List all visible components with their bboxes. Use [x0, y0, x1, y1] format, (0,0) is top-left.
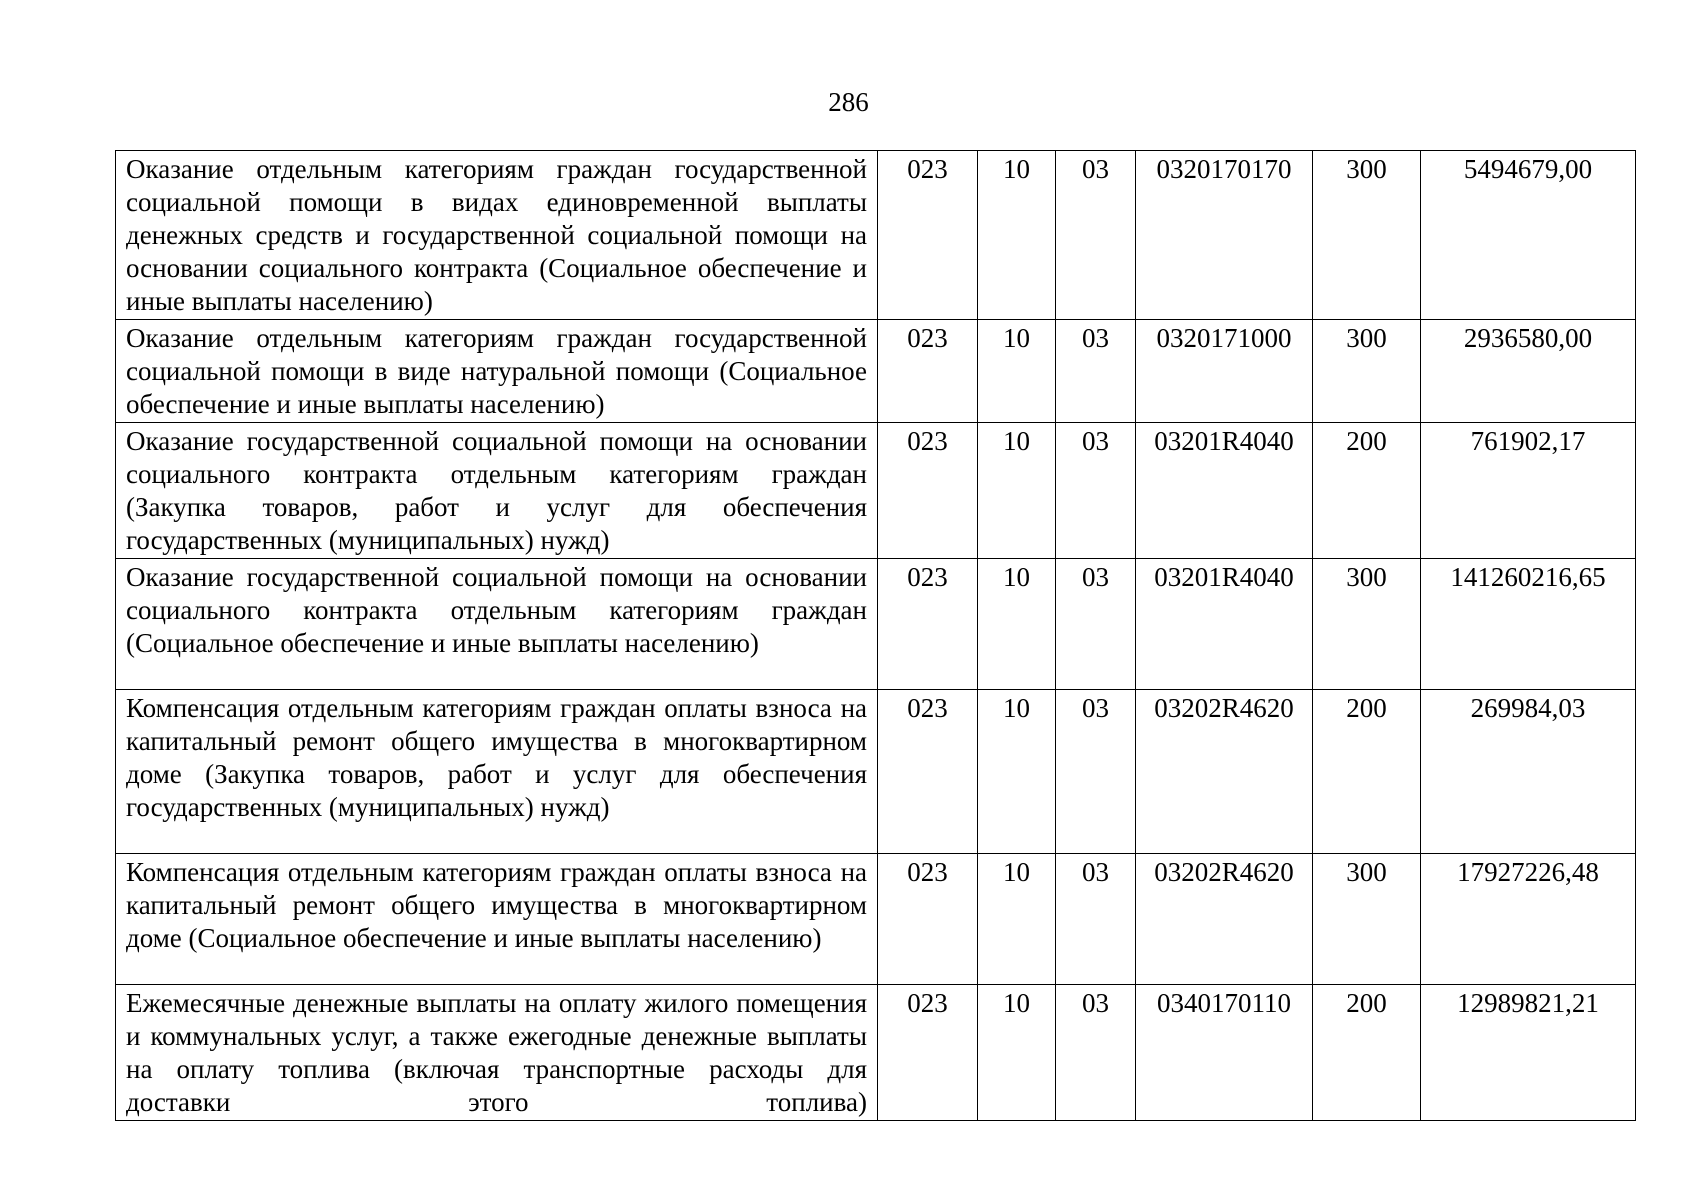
row-subsection-code: 03 [1056, 985, 1136, 1121]
row-subsection-code: 03 [1056, 559, 1136, 690]
row-section-code: 10 [978, 151, 1056, 320]
table-row [116, 151, 1636, 320]
row-expense-type-code: 300 [1313, 320, 1421, 423]
row-description: Оказание отдельным категориям граждан государственной социальной помощи в видах единовременной выплаты денежных средств и государственной социальной помощи на основании социального контракта (Социальное обеспечение и иные выплаты населению) [116, 151, 878, 320]
row-amount: 5494679,00 [1421, 151, 1636, 320]
row-grbs-code: 023 [878, 151, 978, 320]
row-target-article-code: 03202R4620 [1136, 690, 1313, 854]
row-subsection-code: 03 [1056, 690, 1136, 854]
row-expense-type-code: 200 [1313, 690, 1421, 854]
row-grbs-code: 023 [878, 423, 978, 559]
row-grbs-code: 023 [878, 690, 978, 854]
row-subsection-code: 03 [1056, 423, 1136, 559]
table-row [116, 985, 1636, 1121]
row-subsection-code: 03 [1056, 320, 1136, 423]
page-number: 286 [828, 87, 869, 117]
table-row [116, 690, 1636, 854]
row-subsection-code: 03 [1056, 151, 1136, 320]
row-grbs-code: 023 [878, 985, 978, 1121]
row-amount: 12989821,21 [1421, 985, 1636, 1121]
row-description: Ежемесячные денежные выплаты на оплату жилого помещения и коммунальных услуг, а также ежегодные денежные выплаты на оплату топлива (включая транспортные расходы для доставки этого топлива) [116, 985, 878, 1121]
row-section-code: 10 [978, 690, 1056, 854]
row-section-code: 10 [978, 985, 1056, 1121]
table-row [116, 559, 1636, 690]
row-description: Оказание государственной социальной помощи на основании социального контракта отдельным категориям граждан (Закупка товаров, работ и услуг для обеспечения государственных (муниципальных) нужд) [116, 423, 878, 559]
row-description: Оказание государственной социальной помощи на основании социального контракта отдельным категориям граждан (Социальное обеспечение и иные выплаты населению) [116, 559, 878, 690]
budget-table [115, 150, 1636, 1121]
row-target-article-code: 03201R4040 [1136, 559, 1313, 690]
row-target-article-code: 03201R4040 [1136, 423, 1313, 559]
row-section-code: 10 [978, 854, 1056, 985]
row-amount: 2936580,00 [1421, 320, 1636, 423]
row-amount: 761902,17 [1421, 423, 1636, 559]
row-section-code: 10 [978, 423, 1056, 559]
row-amount: 269984,03 [1421, 690, 1636, 854]
row-section-code: 10 [978, 320, 1056, 423]
row-grbs-code: 023 [878, 854, 978, 985]
row-description: Компенсация отдельным категориям граждан оплаты взноса на капитальный ремонт общего имущества в многоквартирном доме (Социальное обеспечение и иные выплаты населению) [116, 854, 878, 985]
row-description: Оказание отдельным категориям граждан государственной социальной помощи в виде натуральной помощи (Социальное обеспечение и иные выплаты населению) [116, 320, 878, 423]
row-amount: 17927226,48 [1421, 854, 1636, 985]
table-row [116, 423, 1636, 559]
row-section-code: 10 [978, 559, 1056, 690]
row-target-article-code: 0320171000 [1136, 320, 1313, 423]
row-description: Компенсация отдельным категориям граждан оплаты взноса на капитальный ремонт общего имущества в многоквартирном доме (Закупка товаров, работ и услуг для обеспечения государственных (муниципальных) нужд) [116, 690, 878, 854]
row-amount: 141260216,65 [1421, 559, 1636, 690]
row-grbs-code: 023 [878, 320, 978, 423]
row-target-article-code: 0320170170 [1136, 151, 1313, 320]
row-subsection-code: 03 [1056, 854, 1136, 985]
row-expense-type-code: 300 [1313, 151, 1421, 320]
table-row [116, 854, 1636, 985]
row-expense-type-code: 200 [1313, 985, 1421, 1121]
row-target-article-code: 0340170110 [1136, 985, 1313, 1121]
row-expense-type-code: 200 [1313, 423, 1421, 559]
row-expense-type-code: 300 [1313, 854, 1421, 985]
row-grbs-code: 023 [878, 559, 978, 690]
table-row [116, 320, 1636, 423]
row-target-article-code: 03202R4620 [1136, 854, 1313, 985]
row-expense-type-code: 300 [1313, 559, 1421, 690]
